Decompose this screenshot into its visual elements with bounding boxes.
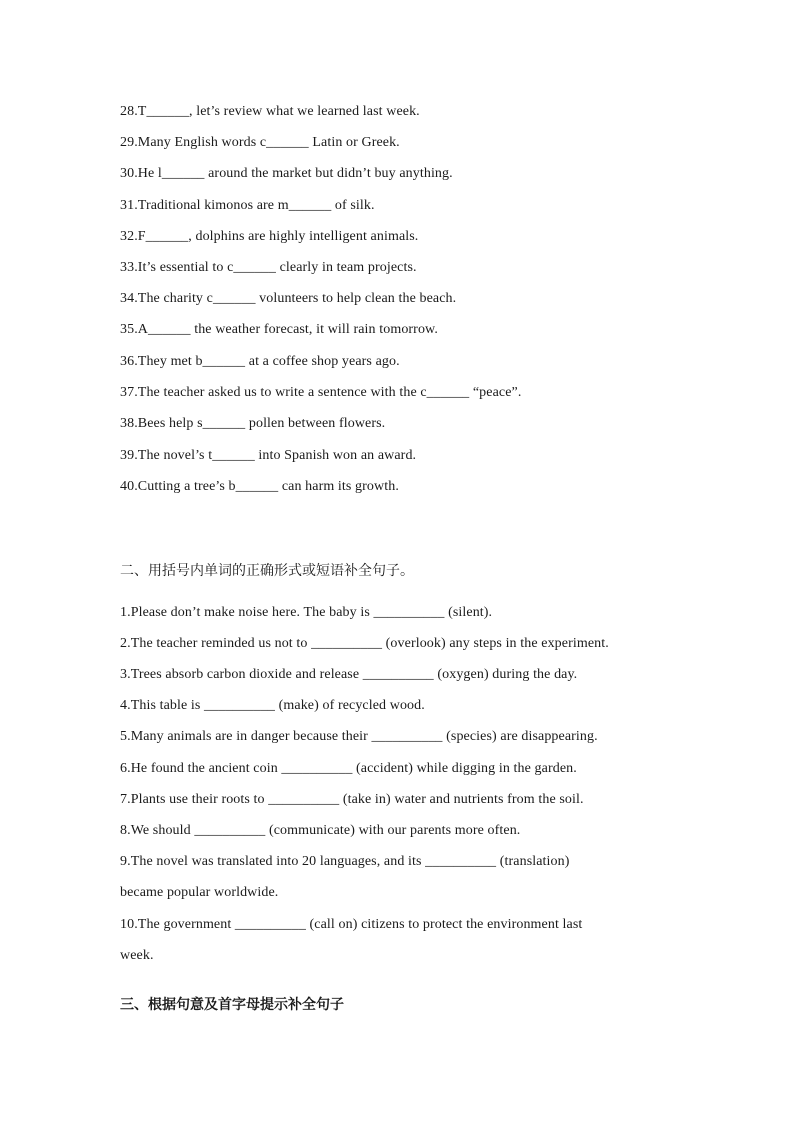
fill-in-line-2: 2.The teacher reminded us not to __________ (overlook) any steps in the experiment. (120, 636, 609, 651)
exercise-line-37: 37.The teacher asked us to write a sentence with the c______ “peace”. (120, 385, 522, 400)
exercise-line-32: 32.F______, dolphins are highly intelligent animals. (120, 229, 419, 244)
section-two-heading: 二、用括号内单词的正确形式或短语补全句子。 (120, 563, 414, 579)
exercise-line-34: 34.The charity c______ volunteers to help clean the beach. (120, 291, 457, 306)
exercise-line-31: 31.Traditional kimonos are m______ of silk. (120, 198, 375, 213)
exercise-line-39: 39.The novel’s t______ into Spanish won an award. (120, 448, 417, 463)
fill-in-line-3: 3.Trees absorb carbon dioxide and release __________ (oxygen) during the day. (120, 667, 578, 682)
fill-in-line-1: 1.Please don’t make noise here. The baby is __________ (silent). (120, 605, 493, 620)
exercise-line-40: 40.Cutting a tree’s b______ can harm its growth. (120, 479, 399, 494)
fill-in-line-10: 10.The government __________ (call on) citizens to protect the environment last (120, 917, 583, 932)
fill-in-line-4: 4.This table is __________ (make) of recycled wood. (120, 698, 425, 713)
exercise-line-38: 38.Bees help s______ pollen between flowers. (120, 416, 386, 431)
exercise-line-33: 33.It’s essential to c______ clearly in team projects. (120, 260, 417, 275)
exercise-line-36: 36.They met b______ at a coffee shop years ago. (120, 354, 400, 369)
exercise-line-35: 35.A______ the weather forecast, it will rain tomorrow. (120, 322, 438, 337)
fill-in-line-9-continued: became popular worldwide. (120, 885, 279, 900)
fill-in-line-5: 5.Many animals are in danger because their __________ (species) are disappearing. (120, 729, 598, 744)
section-three-heading: 三、根据句意及首字母提示补全句子 (120, 997, 344, 1013)
fill-in-line-6: 6.He found the ancient coin __________ (accident) while digging in the garden. (120, 761, 577, 776)
fill-in-line-8: 8.We should __________ (communicate) with our parents more often. (120, 823, 521, 838)
exercise-line-30: 30.He l______ around the market but didn’t buy anything. (120, 166, 453, 181)
fill-in-line-10-continued: week. (120, 948, 154, 963)
exercise-line-29: 29.Many English words c______ Latin or Greek. (120, 135, 400, 150)
fill-in-line-7: 7.Plants use their roots to __________ (take in) water and nutrients from the soil. (120, 792, 584, 807)
fill-in-line-9: 9.The novel was translated into 20 languages, and its __________ (translation) (120, 854, 570, 869)
exercise-line-28: 28.T______, let’s review what we learned last week. (120, 104, 420, 119)
